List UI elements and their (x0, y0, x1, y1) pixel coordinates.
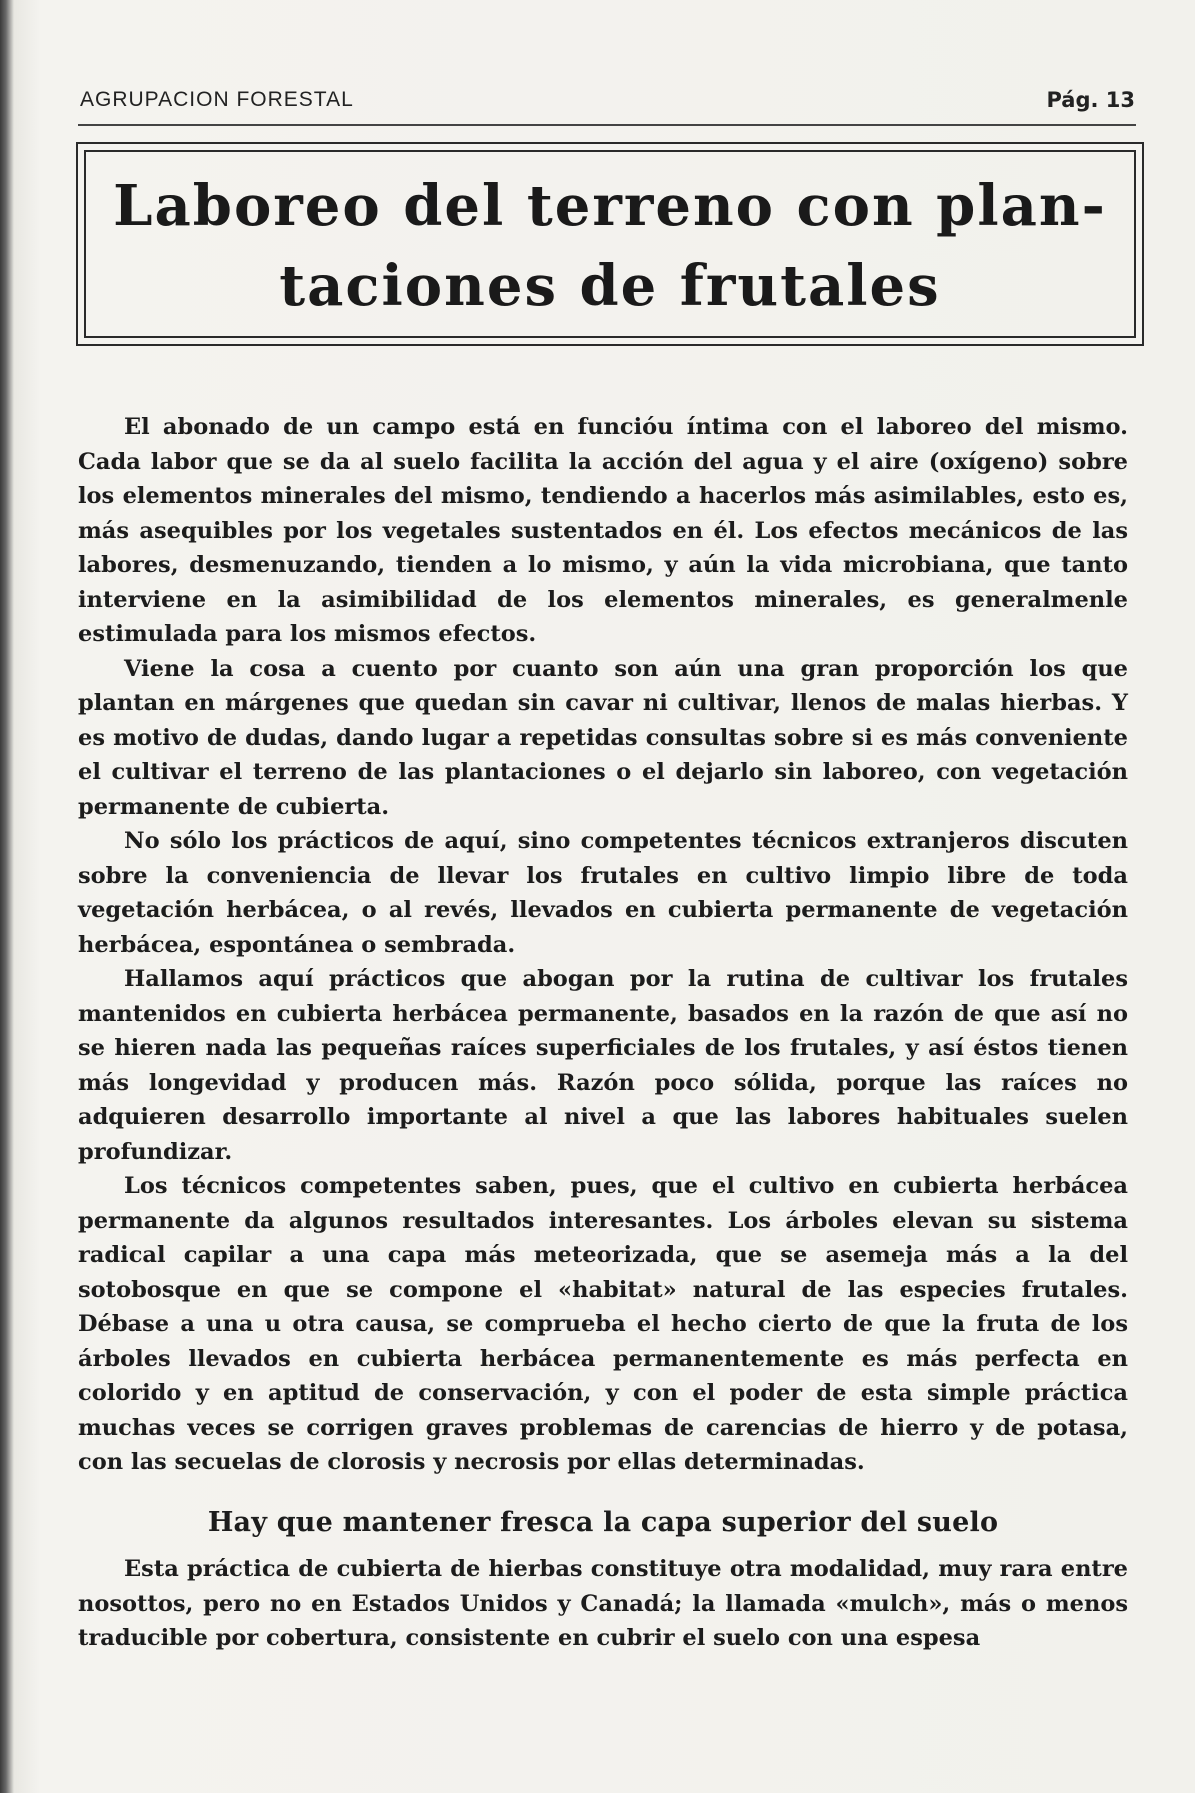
article-title (86, 166, 1134, 326)
title-line-1: Laboreo del terreno con plan- (113, 173, 1107, 239)
title-line-2: taciones de frutales (279, 253, 941, 319)
header-rule (78, 124, 1136, 126)
title-frame (84, 150, 1136, 338)
paragraph: Esta práctica de cubierta de hierbas constituye otra modalidad, muy rara entre nosottos, pero no en Estados Unidos y Canadá; la llamada «mulch», más o menos traducible por cobertura, consistente en cubrir el suelo con una espesa (78, 1556, 1128, 1651)
journal-name: AGRUPACION FORESTAL (80, 88, 354, 111)
paragraph: El abonado de un campo está en funcióu íntima con el laboreo del mismo. Cada labor que se da al suelo facilita la acción del agua y el aire (oxígeno) sobre los elementos minerales del mismo, tendiendo a hacerlos más asimilables, esto es, más asequibles por los vegetales sustentados en él. Los efectos mecánicos de las labores, desmenuzando, tienden a lo mismo, y aún la vida microbiana, que tanto interviene en la asimibilidad de los elementos minerales, es generalmenle estimulada para los mismos efectos. (78, 414, 1128, 647)
paragraph: No sólo los prácticos de aquí, sino competentes técnicos extranjeros discuten sobre la conveniencia de llevar los frutales en cultivo limpio libre de toda vegetación herbácea, o al revés, llevados en cubierta permanente de vegetación herbácea, espontánea o sembrada. (78, 828, 1128, 958)
page-number: Pág. 13 (1046, 88, 1135, 112)
paragraph: Hallamos aquí prácticos que abogan por la rutina de cultivar los frutales mantenidos en cubierta herbácea permanente, basados en la razón de que así no se hieren nada las pequeñas raíces superficiales de los frutales, y así éstos tienen más longevidad y producen más. Razón poco sólida, porque las raíces no adquieren desarrollo importante al nivel a que las labores habituales suelen profundizar. (78, 966, 1128, 1165)
article-body (78, 410, 1128, 1656)
running-head (80, 88, 1135, 124)
paragraph: Viene la cosa a cuento por cuanto son aún una gran proporción los que plantan en márgenes que quedan sin cavar ni cultivar, llenos de malas hierbas. Y es motivo de dudas, dando lugar a repetidas consultas sobre si es más conveniente el cultivar el terreno de las plantaciones o el dejarlo sin laboreo, con vegetación permanente de cubierta. (78, 655, 1128, 820)
paragraph: Los técnicos competentes saben, pues, que el cultivo en cubierta herbácea permanente da algunos resultados interesantes. Los árboles elevan su sistema radical capilar a una capa más meteorizada, que se asemeja más a la del sotobosque en que se compone el «habitat» natural de las especies frutales. Débase a una u otra causa, se comprueba el hecho cierto de que la fruta de los árboles llevados en cubierta herbácea permanentemente es más perfecta en colorido y en aptitud de conservación, y con el poder de esta simple práctica muchas veces se corrigen graves problemas de carencias de hierro y de potasa, con las secuelas de clorosis y necrosis por ellas determinadas. (78, 1173, 1128, 1475)
section-subheading: Hay que mantener fresca la capa superior del suelo (207, 1506, 999, 1538)
